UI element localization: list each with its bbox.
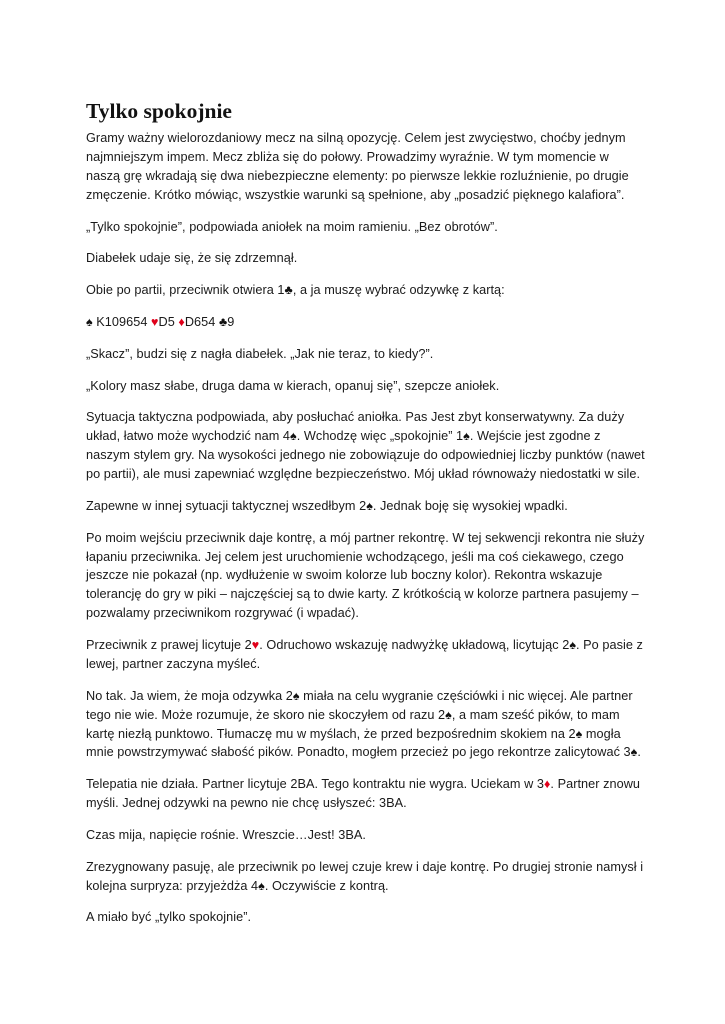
heart-icon: ♥	[151, 314, 159, 329]
spade-icon: ♠	[290, 429, 297, 444]
text-run: . Oczywiście z kontrą.	[264, 878, 389, 893]
paragraph-closing: A miało być „tylko spokojnie”.	[86, 910, 252, 925]
text-run: . Wejście jest zgodne z naszym stylem gry. Na wysokości jednego nie zobowiązuje do odpowiedniej liczby punktów (nawet po partii), ale musi zapewniać względne bezpieczeństwo. Mój układ równoważy niedostatki w sile.	[86, 429, 645, 482]
text-run: Przeciwnik z prawej licytuje 2	[86, 638, 252, 653]
paragraph-devil-sleep: Diabełek udaje się, że się zdrzemnął.	[86, 251, 298, 266]
spade-icon: ♠	[445, 707, 452, 722]
text-run: mogła mnie powstrzymywać słabość pików. Ponadto, mogłem przecież po jego rekontrze zalicytować 3	[86, 726, 631, 760]
diamond-icon: ♦	[543, 777, 551, 792]
diamond-icon: ♦	[178, 314, 185, 329]
hand-clubs: 9	[227, 314, 235, 329]
text-run: . Po pasie z lewej, partner zaczyna myśleć.	[86, 638, 643, 671]
paragraph-reasoning	[86, 687, 646, 763]
text-run: Zrezygnowany pasuję, ale przeciwnik po lewej czuje krew i daje kontrę. Po drugiej stronie namysł i kolejna surpryza: przyjeżdża 4	[86, 859, 644, 893]
text-run: Telepatia nie działa. Partner licytuje 2BA. Tego kontraktu nie wygra. Uciekam w 3	[86, 777, 544, 792]
heart-icon: ♥	[251, 638, 260, 653]
paragraph-telepathy	[86, 775, 646, 813]
text-run: Zapewne w innej sytuacji taktycznej wszedłbym 2	[86, 498, 367, 513]
spade-icon: ♠	[463, 429, 470, 444]
article-body	[86, 97, 646, 940]
text-run: miała na celu wygranie częściówki i nic więcej. Ale partner tego nie wie. Może rozumuje, że skoro nie skoczyłem od razu 2	[86, 688, 633, 722]
club-icon: ♣	[284, 283, 293, 298]
spade-icon: ♠	[575, 726, 583, 741]
text-run: Sytuacja taktyczna podpowiada, aby posłuchać aniołka. Pas Jest zbyt konserwatywny. Za duży układ, łatwo może wychodzić nam 4	[86, 410, 625, 444]
article-title: Tylko spokojnie	[86, 99, 232, 123]
paragraph-angel-quote: „Tylko spokojnie”, podpowiada aniołek na moim ramieniu. „Bez obrotów”.	[86, 219, 498, 234]
spade-icon: ♠	[366, 498, 373, 513]
paragraph-intro: Gramy ważny wielorozdaniowy mecz na silną opozycję. Celem jest zwycięstwo, choćby jednym najmniejszym impem. Mecz zbliża się do połowy. Prowadzimy wyraźnie. W tym momencie w naszą grę wkradają się dwa niebezpieczne elementy: po pierwsze lekkie rozluźnienie, po drugie zmęczenie. Krótko mówiąc, wszystkie warunki są spełnione, aby „posadzić pięknego kalafiora”.	[86, 131, 629, 202]
paragraph-alternative	[86, 497, 646, 516]
text-run: Obie po partii, przeciwnik otwiera 1	[86, 283, 285, 298]
paragraph-tension: Czas mija, napięcie rośnie. Wreszcie…Jest! 3BA.	[86, 827, 366, 842]
text-run: . Partner znowu myśli. Jednej odzywki na pewno nie chcę usłyszeć: 3BA.	[86, 777, 641, 811]
paragraph-angel-whisper: „Kolory masz słabe, druga dama w kierach, opanuj się”, szepcze aniołek.	[86, 378, 500, 393]
text-run: . Jednak boję się wysokiej wpadki.	[372, 498, 568, 513]
paragraph-double	[86, 858, 646, 896]
hand-diamonds: D654	[184, 314, 219, 329]
spade-icon: ♠	[630, 745, 638, 760]
spade-icon: ♠	[569, 638, 577, 653]
hand-spades: K109654	[92, 314, 152, 329]
paragraph-right-bid	[86, 636, 646, 674]
paragraph-devil-jump: „Skacz”, budzi się z nagła diabełek. „Jak nie teraz, to kiedy?”.	[86, 346, 434, 361]
spade-icon: ♠	[258, 878, 265, 893]
text-run: .	[637, 745, 641, 760]
paragraph-opening-bid	[86, 281, 646, 300]
text-run: , a mam sześć pików, to mam kartę niezłą punktowo. Tłumaczę mu w myślach, że przed bezpośrednim skokiem na 2	[86, 707, 620, 741]
hand-hearts: D5	[158, 314, 179, 329]
spade-icon: ♠	[292, 688, 300, 703]
paragraph-redouble: Po moim wejściu przeciwnik daje kontrę, a mój partner rekontrę. W tej sekwencji rekontra nie służy łapaniu przeciwnika. Jej celem jest uruchomienie wchodzącego, jeśli ma coś ciekawego, czego jeszcze nie pokazał (np. wydłużenie w swoim kolorze lub boczny kolor). Rekontra wskazuje tolerancję do gry w piki – najczęściej są to dwie karty. Z krótkością w kolorze partnera pasujemy – pozwalamy przeciwnikom rozgrywać (i wpadać).	[86, 530, 645, 621]
paragraph-hand	[86, 313, 646, 332]
spade-icon: ♠	[86, 314, 93, 329]
text-run: No tak. Ja wiem, że moja odzywka 2	[86, 688, 293, 703]
text-run: , a ja muszę wybrać odzywkę z kartą:	[292, 283, 505, 298]
club-icon: ♣	[218, 314, 228, 329]
text-run: . Odruchowo wskazuję nadwyżkę układową, licytując 2	[259, 638, 570, 653]
text-run: . Wchodzę więc „spokojnie” 1	[296, 429, 464, 444]
paragraph-tactics	[86, 408, 646, 484]
